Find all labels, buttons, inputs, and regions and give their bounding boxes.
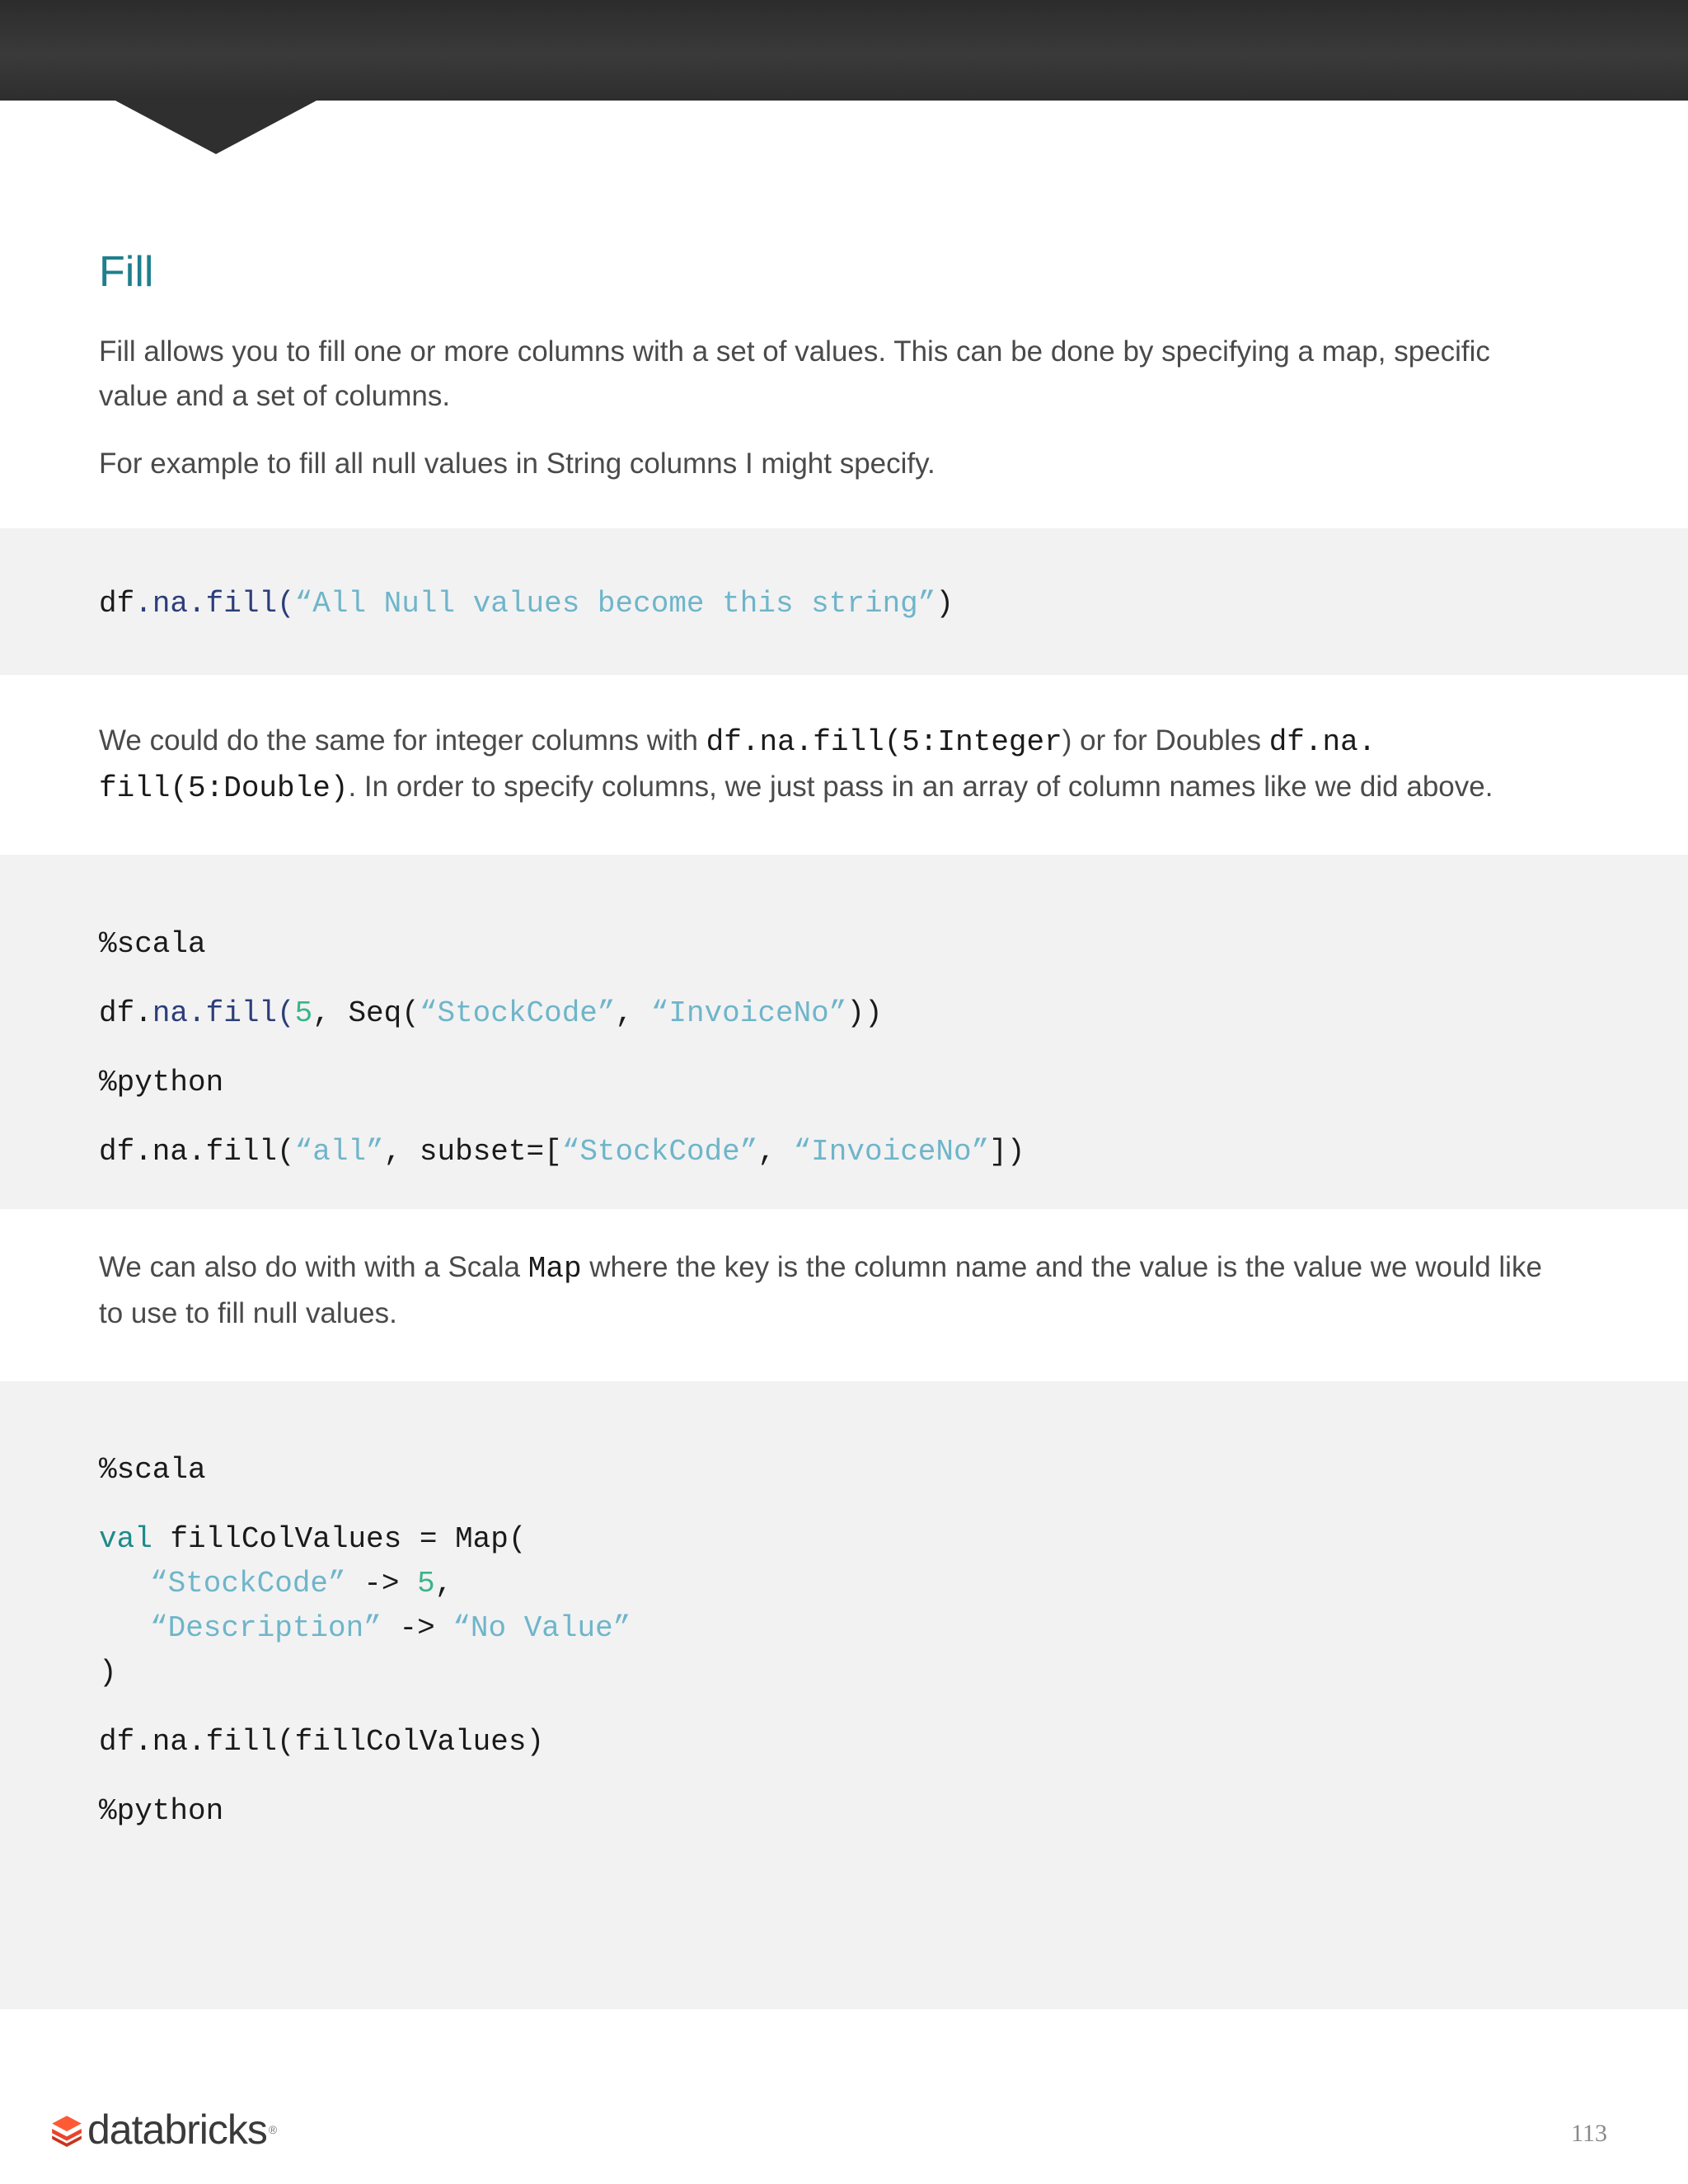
code-token: -> (345, 1567, 418, 1601)
code-token-method: na.fill( (152, 996, 295, 1030)
databricks-logo (49, 2108, 277, 2151)
example-paragraph: For example to fill all null values in String columns I might specify. (99, 448, 935, 480)
code-line (150, 1607, 631, 1650)
code-token-method: .na.fill( (134, 587, 295, 621)
code-token-keyword: val (99, 1522, 152, 1556)
code-block-string-fill (0, 528, 1688, 675)
code-token-string: “No Value” (452, 1611, 631, 1645)
code-block-column-fill (0, 855, 1688, 1209)
code-token: )) (846, 996, 883, 1030)
brand-name: databricks (87, 2107, 267, 2153)
inline-code: Map (528, 1252, 582, 1286)
code-token: fillColValues = Map( (152, 1522, 527, 1556)
code-line: %scala (99, 1453, 206, 1487)
code-line: %python (99, 1794, 224, 1828)
intro-paragraph: Fill allows you to fill one or more columns with a set of values. This can be done by specifying a map, specific value and a set of columns. (99, 335, 1490, 412)
code-token: df.na.fill( (99, 1135, 295, 1169)
code-token-string: “Description” (150, 1611, 382, 1645)
inline-code: df.na. (1268, 725, 1376, 759)
code-token: ) (935, 587, 954, 621)
code-token-string: “all” (294, 1135, 384, 1169)
trademark-symbol: ® (268, 2123, 278, 2136)
text-run: We can also do with with a Scala (99, 1251, 528, 1283)
code-token-string: “InvoiceNo” (793, 1135, 990, 1169)
code-line: ) (99, 1656, 117, 1690)
page-title: Fill (99, 248, 154, 296)
code-token-string: “StockCode” (150, 1567, 346, 1601)
code-token: , (757, 1135, 794, 1169)
inline-code: df.na.fill(5:Integer (706, 725, 1062, 759)
code-token: , subset=[ (383, 1135, 562, 1169)
code-line (99, 992, 883, 1035)
header-banner (0, 0, 1688, 101)
code-token-string: “All Null values become this string” (294, 587, 936, 621)
code-token-string: “StockCode” (561, 1135, 758, 1169)
code-token-string: “StockCode” (419, 996, 616, 1030)
code-token: ]) (989, 1135, 1025, 1169)
page-number: 113 (1571, 2120, 1607, 2147)
code-token-number: 5 (294, 996, 313, 1030)
code-line (99, 1518, 527, 1561)
scala-map-paragraph (99, 1245, 1550, 1336)
text-run: . In order to specify columns, we just pass in an array of column names like we did above. (348, 771, 1493, 803)
code-block-map-fill (0, 1381, 1688, 2009)
code-token: , (615, 996, 651, 1030)
text-run: ) or for Doubles (1062, 724, 1269, 757)
code-line: df.na.fill(fillColValues) (99, 1725, 545, 1759)
code-token: , (434, 1567, 453, 1601)
text-run: We could do the same for integer columns with (99, 724, 706, 757)
code-token: df (99, 587, 135, 621)
header-notch (114, 100, 318, 154)
code-token: , Seq( (312, 996, 420, 1030)
inline-code: fill(5:Double) (99, 771, 349, 805)
code-line: %scala (99, 927, 206, 961)
code-token-string: “InvoiceNo” (650, 996, 847, 1030)
code-token: -> (381, 1611, 453, 1645)
code-line (150, 1563, 452, 1605)
databricks-logo-icon (49, 2112, 84, 2147)
code-line (99, 583, 954, 626)
code-line (99, 1131, 1025, 1174)
text-run: where the key is the column name and the value is the value we would like to use to fill null values. (99, 1251, 1542, 1329)
code-line: %python (99, 1066, 224, 1099)
code-token-number: 5 (417, 1567, 435, 1601)
integer-double-paragraph (99, 719, 1550, 811)
code-token: df. (99, 996, 152, 1030)
